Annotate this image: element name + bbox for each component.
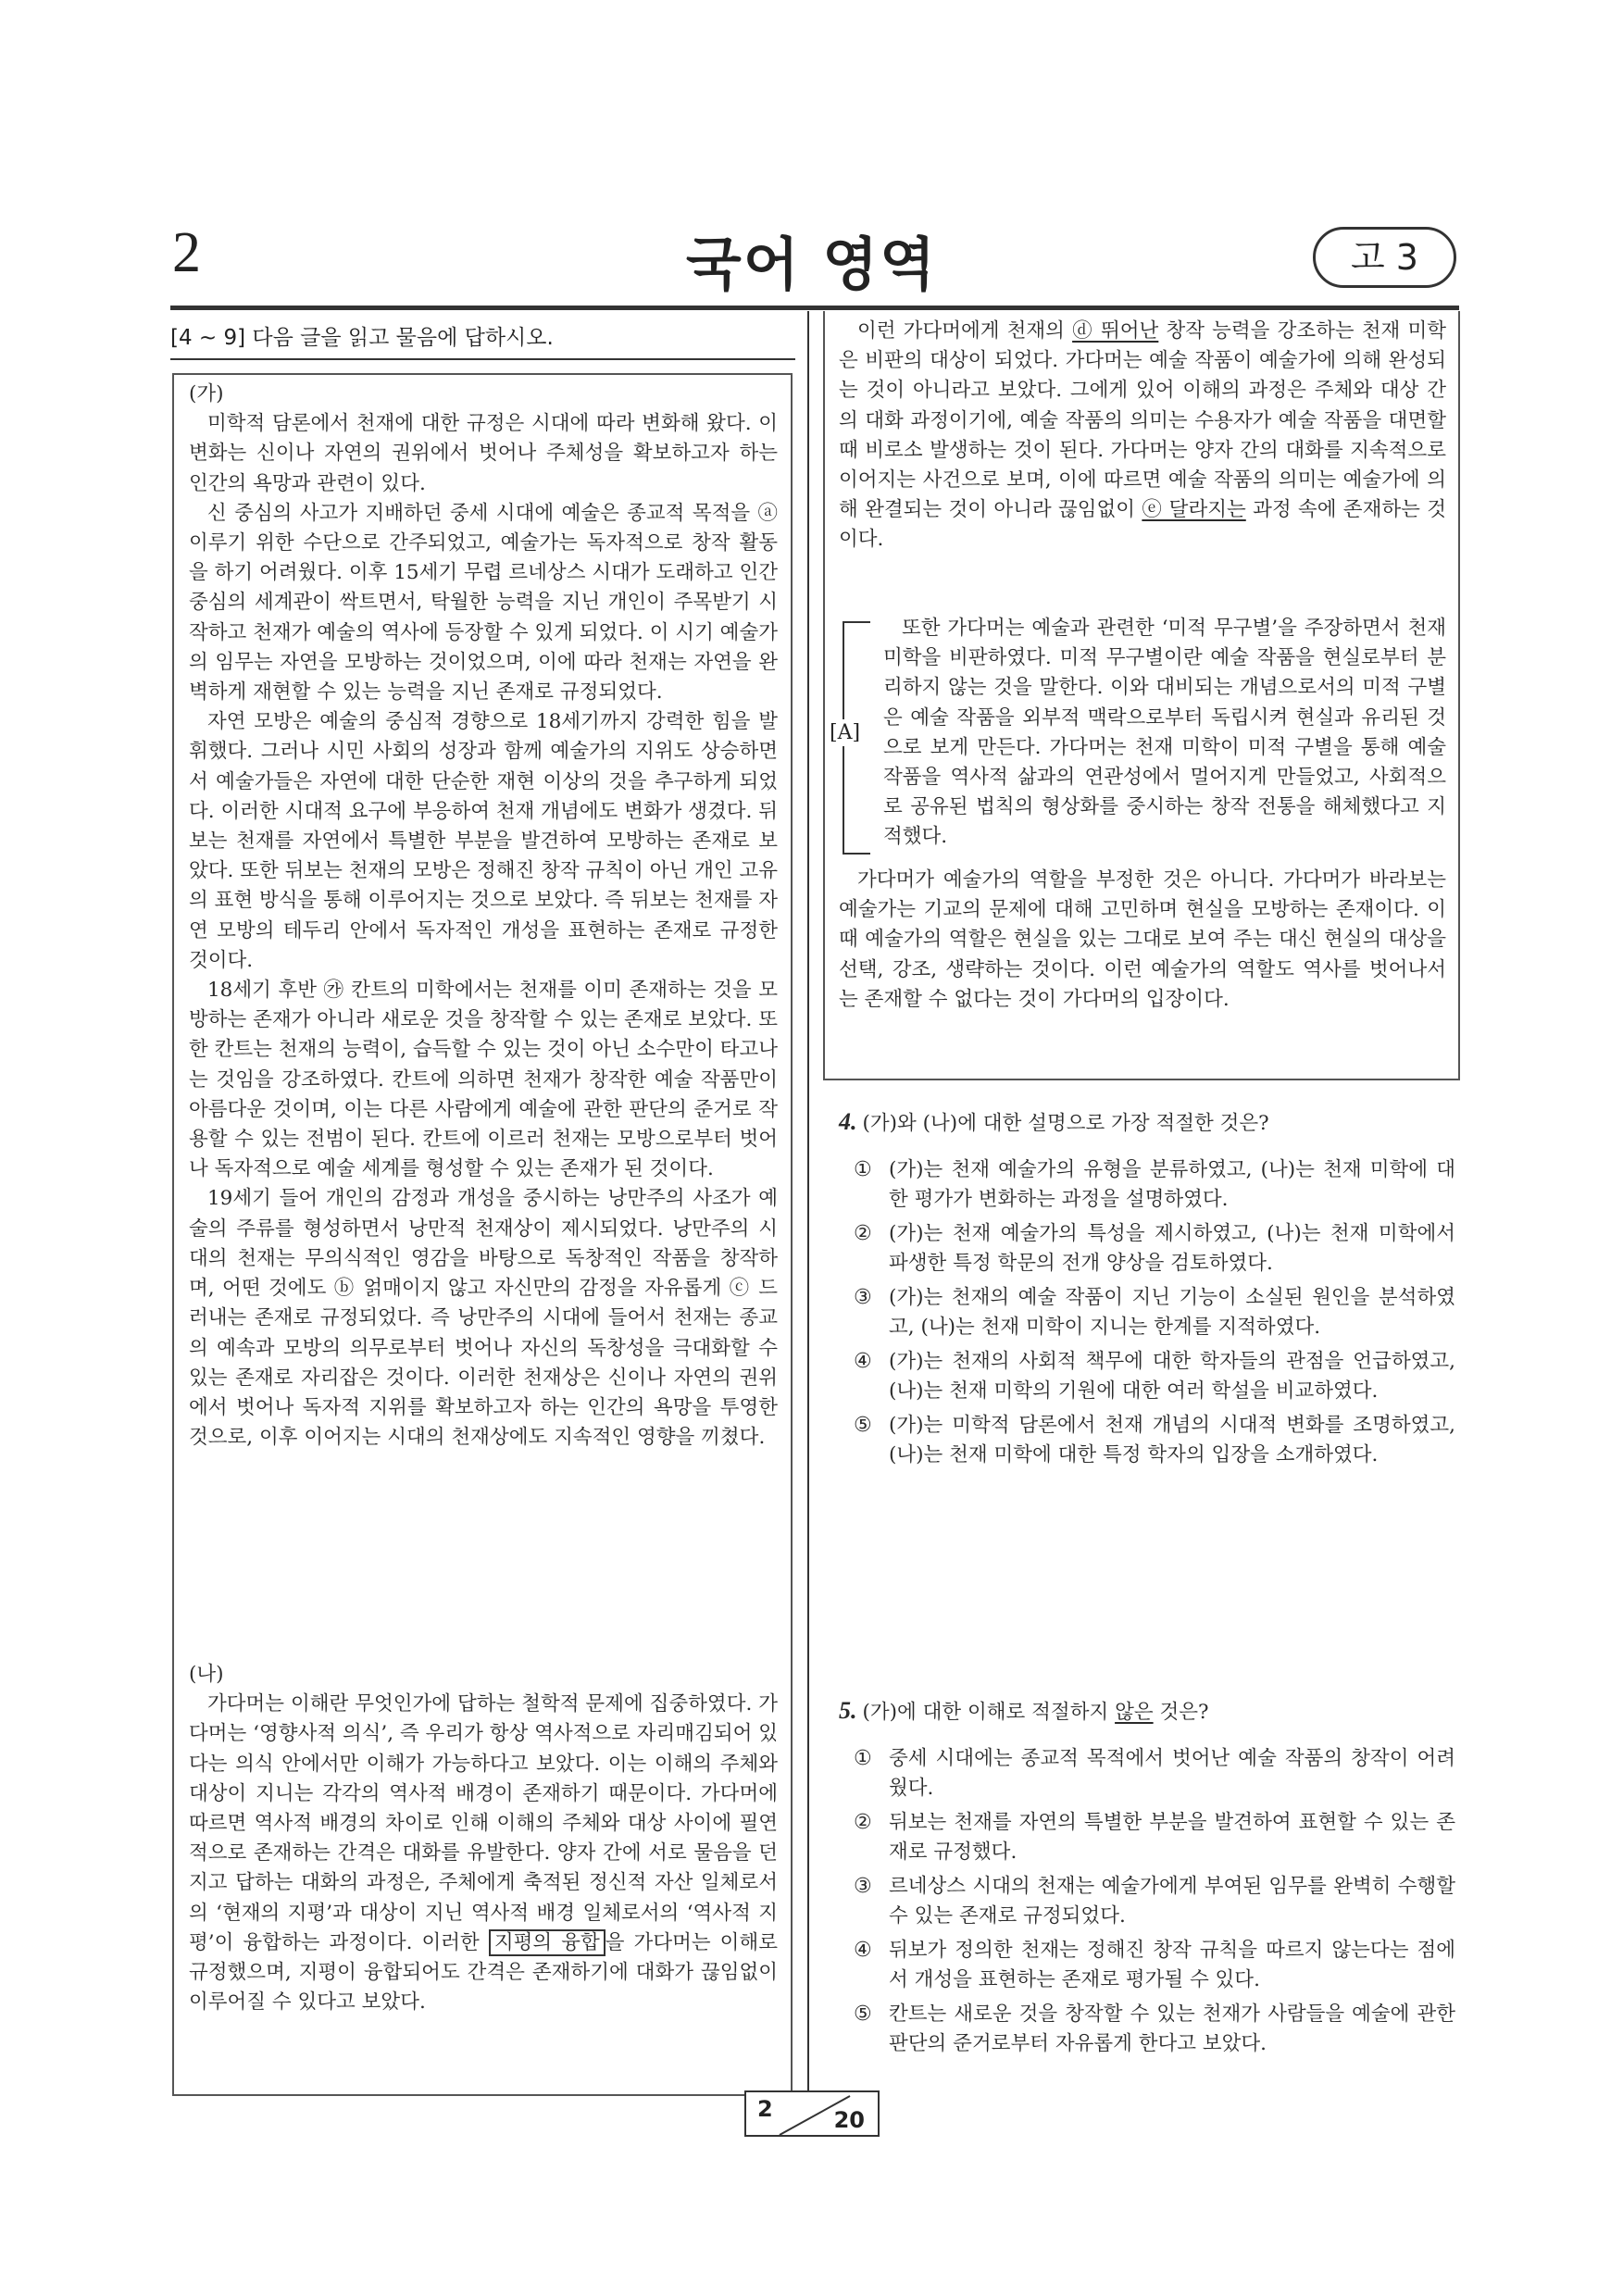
choice-mark: ① — [854, 1747, 872, 1770]
total-pages: 20 — [833, 2107, 865, 2133]
choice-2[interactable] — [854, 1219, 1455, 1279]
passage-na-paragraph — [189, 1690, 778, 2017]
choice-3[interactable] — [854, 1872, 1455, 1931]
passage-ga-paragraph: 자연 모방은 예술의 중심적 경향으로 18세기까지 강력한 힘을 발휘했다. 그러나 시민 사회의 성장과 함께 예술가의 지위도 상승하면서 예술가들은 자연에 대한 단순한 재현 이상의 것을 추구하게 되었다. 이러한 시대적 요구에 부응하여 천재 개념에도 변화가 생겼다. 뒤보는 천재를 자연에서 특별한 부분을 발견하여 모방하는 존재로 보았다. 또한 뒤보는 천재의 모방은 정해진 창작 규칙이 아닌 개인 고유의 표현 방식을 통해 이루어지는 것으로 보았다. 즉 뒤보는 천재를 자연 모방의 테두리 안에서 독자적인 개성을 표현하는 존재로 규정한 것이다. — [189, 710, 778, 972]
current-page: 2 — [757, 2096, 773, 2122]
question-4-stem — [839, 1107, 1455, 1139]
underlined-word-e: ⓔ 달라지는 — [1142, 498, 1246, 522]
choice-1[interactable] — [854, 1744, 1455, 1803]
choice-text: (가)는 천재의 예술 작품이 지닌 기능이 소실된 원인을 분석하였고, (나)는 천재 미학이 지니는 한계를 지적하였다. — [889, 1286, 1455, 1339]
question-text: 것은? — [1153, 1701, 1209, 1724]
question-number: 4. — [839, 1108, 857, 1135]
choice-5[interactable] — [854, 1411, 1455, 1470]
passage-na-start — [189, 1660, 778, 2017]
bracket-A-label: [A] — [830, 721, 861, 744]
horizon-fusion-box: 지평의 융합 — [489, 1929, 606, 1956]
passage-ga — [189, 380, 778, 1453]
grade-badge: 고 3 — [1313, 227, 1456, 288]
page-indicator — [744, 2090, 880, 2137]
choice-text: 르네상스 시대의 천재는 예술가에게 부여된 임무를 완벽히 수행할 수 있는 존재로 규정되었다. — [889, 1875, 1455, 1928]
question-text: (가)와 (나)에 대한 설명으로 가장 적절한 것은? — [862, 1112, 1269, 1135]
instruction: [4 ~ 9] 다음 글을 읽고 물음에 답하시오. — [170, 320, 795, 360]
question-5 — [839, 1696, 1455, 2064]
passage-ga-paragraph: 미학적 담론에서 천재에 대한 규정은 시대에 따라 변화해 왔다. 이 변화는 신이나 자연의 권위에서 벗어나 주체성을 확보하고자 하는 인간의 욕망과 관련이 있다. — [189, 412, 778, 495]
choice-mark: ⑤ — [854, 2003, 872, 2026]
choice-mark: ② — [854, 1222, 872, 1245]
choice-text: 칸트는 새로운 것을 창작할 수 있는 천재가 사람들을 예술에 관한 판단의 준거로부터 자유롭게 한다고 보았다. — [889, 2003, 1455, 2055]
choice-mark: ④ — [854, 1350, 872, 1373]
passage-text: 과정 속에 존재하는 것이다. — [839, 498, 1446, 552]
passage-na-last — [839, 866, 1446, 1015]
header-rule — [170, 306, 1459, 310]
choice-mark: ② — [854, 1811, 872, 1834]
choice-4[interactable] — [854, 1936, 1455, 1995]
choice-text: 중세 시대에는 종교적 목적에서 벗어난 예술 작품의 창작이 어려웠다. — [889, 1747, 1455, 1800]
choice-text: (가)는 미학적 담론에서 천재 개념의 시대적 변화를 조명하였고, (나)는 천재 미학에 대한 특정 학자의 입장을 소개하였다. — [889, 1414, 1455, 1466]
choice-mark: ① — [854, 1158, 872, 1181]
passage-na-continued — [839, 317, 1446, 555]
passage-na-bracketed — [883, 614, 1446, 853]
question-underlined: 않은 — [1115, 1701, 1154, 1724]
passage-ga-label: (가) — [189, 382, 224, 406]
choice-mark: ③ — [854, 1875, 872, 1898]
choice-text: (가)는 천재 예술가의 유형을 분류하였고, (나)는 천재 미학에 대한 평가가 변화하는 과정을 설명하였다. — [889, 1158, 1455, 1211]
choice-1[interactable] — [854, 1155, 1455, 1215]
choice-mark: ④ — [854, 1939, 872, 1962]
question-text: (가)에 대한 이해로 적절하지 — [862, 1701, 1116, 1724]
choice-4[interactable] — [854, 1347, 1455, 1406]
passage-na-label: (나) — [189, 1663, 224, 1686]
passage-text: 창작 능력을 강조하는 천재 미학은 비판의 대상이 되었다. 가다머는 예술 작품이 예술가에 의해 완성되는 것이 아니라고 보았다. 그에게 있어 이해의 과정은 주체와 대상 간의 대화 과정이기에, 예술 작품의 의미는 수용자가 예술 작품을 대면할 때 비로소 발생하는 것이 된다. 가다머는 양자 간의 대화를 지속적으로 이어지는 사건으로 보며, 이에 따르면 예술 작품의 의미는 예술가에 의해 완결되는 것이 아니라 끊임없이 — [839, 319, 1446, 522]
choice-3[interactable] — [854, 1283, 1455, 1342]
column-divider — [807, 311, 809, 2115]
choice-text: 뒤보가 정의한 천재는 정해진 창작 규칙을 따르지 않는다는 점에서 개성을 표현하는 존재로 평가될 수 있다. — [889, 1939, 1455, 1991]
passage-ga-paragraph: 신 중심의 사고가 지배하던 중세 시대에 예술은 종교적 목적을 ⓐ 이루기 위한 수단으로 간주되었고, 예술가는 독자적으로 창작 활동을 하기 어려웠다. 이후 15세기 무렵 르네상스 시대가 도래하고 인간 중심의 세계관이 싹트면서, 탁월한 능력을 지닌 개인이 주목받기 시작하고 천재가 예술의 역사에 등장할 수 있게 되었다. 이 시기 예술가의 임무는 자연을 모방하는 것이었으며, 이에 따라 천재는 자연을 완벽하게 재현할 수 있는 능력을 지닌 존재로 규정되었다. — [189, 501, 778, 705]
passage-ga-paragraph: 18세기 후반 ㉮ 칸트의 미학에서는 천재를 이미 존재하는 것을 모방하는 존재가 아니라 새로운 것을 창작할 수 있는 존재로 보았다. 또한 칸트는 천재의 능력이, 습득할 수 있는 것이 아닌 소수만이 타고나는 것임을 강조하였다. 칸트에 의하면 천재가 창작한 예술 작품만이 아름다운 것이며, 이는 다른 사람에게 예술에 관한 판단의 준거로 작용할 수 있는 전범이 된다. 칸트에 이르러 천재는 모방으로부터 벗어나 독자적으로 예술 세계를 형성할 수 있는 존재가 된 것이다. — [189, 979, 778, 1181]
question-4 — [839, 1107, 1455, 1475]
choice-2[interactable] — [854, 1808, 1455, 1867]
choice-text: (가)는 천재의 사회적 책무에 대한 학자들의 관점을 언급하였고, (나)는 천재 미학의 기원에 대한 여러 학설을 비교하였다. — [889, 1350, 1455, 1403]
page-number: 2 — [172, 221, 201, 284]
choice-text: 뒤보는 천재를 자연의 특별한 부분을 발견하여 표현할 수 있는 존재로 규정했다. — [889, 1811, 1455, 1864]
underlined-word-d: ⓓ 뛰어난 — [1072, 319, 1159, 343]
passage-text: 가다머는 이해란 무엇인가에 답하는 철학적 문제에 집중하였다. 가다머는 ‘영향사적 의식’, 즉 우리가 항상 역사적으로 자리매김되어 있다는 의식 안에서만 이해가 가능하다고 보았다. 이는 이해의 주체와 대상이 지니는 각각의 역사적 배경이 존재하기 때문이다. 가다머에 따르면 역사적 배경의 차이로 인해 이해의 주체와 대상 사이에 필연적으로 존재하는 간격은 대화를 유발한다. 양자 간에 서로 물음을 던지고 답하는 대화의 과정은, 주체에게 축적된 정신적 자산 일체로서의 ‘현재의 지평’과 대상이 지닌 역사적 배경 일체로서의 ‘역사적 지평’이 융합하는 과정이다. 이러한 — [189, 1692, 778, 1954]
passage-text: 을 가다머는 이해로 규정했으며, 지평이 융합되어도 간격은 존재하기에 대화가 끊임없이 이루어질 수 있다고 보았다. — [189, 1930, 778, 2015]
subject-title: 국어 영역 — [685, 231, 938, 298]
question-number: 5. — [839, 1697, 857, 1724]
passage-na-paragraph: 가다머가 예술가의 역할을 부정한 것은 아니다. 가다머가 바라보는 예술가는 기교의 문제에 대해 고민하며 현실을 모방하는 존재이다. 이때 예술가의 역할은 현실을 있는 그대로 보여 주는 대신 현실의 대상을 선택, 강조, 생략하는 것이다. 이런 예술가의 역할도 역사를 벗어나서는 존재할 수 없다는 것이 가다머의 입장이다. — [839, 868, 1446, 1011]
choice-mark: ③ — [854, 1286, 872, 1309]
choice-5[interactable] — [854, 2000, 1455, 2059]
choice-mark: ⑤ — [854, 1414, 872, 1437]
passage-text: 이런 가다머에게 천재의 — [857, 319, 1073, 343]
passage-na-paragraph: 또한 가다머는 예술과 관련한 ‘미적 무구별’을 주장하면서 천재 미학을 비판하였다. 미적 무구별이란 예술 작품을 현실로부터 분리하지 않는 것을 말한다. 이와 대비되는 개념으로서의 미적 구별은 예술 작품을 외부적 맥락으로부터 독립시켜 현실과 유리된 것으로 보게 만든다. 가다머는 천재 미학이 미적 구별을 통해 예술 작품을 역사적 삶과의 연관성에서 멀어지게 만들었고, 사회적으로 공유된 법칙의 형상화를 중시하는 창작 전통을 해체했다고 지적했다. — [883, 617, 1446, 849]
passage-na-paragraph — [839, 317, 1446, 555]
question-5-stem — [839, 1696, 1455, 1728]
choice-text: (가)는 천재 예술가의 특성을 제시하였고, (나)는 천재 미학에서 파생한 특정 학문의 전개 양상을 검토하였다. — [889, 1222, 1455, 1275]
passage-ga-paragraph: 19세기 들어 개인의 감정과 개성을 중시하는 낭만주의 사조가 예술의 주류를 형성하면서 낭만적 천재상이 제시되었다. 낭만주의 시대의 천재는 무의식적인 영감을 바탕으로 독창적인 작품을 창작하며, 어떤 것에도 ⓑ 얽매이지 않고 자신만의 감정을 자유롭게 ⓒ 드러내는 존재로 규정되었다. 즉 낭만주의 시대에 들어서 천재는 종교의 예속과 모방의 의무로부터 벗어나 자신의 독창성을 극대화할 수 있는 존재로 자리잡은 것이다. 이러한 천재상은 신이나 자연의 권위에서 벗어나 독자적 지위를 확보하고자 하는 인간의 욕망을 투영한 것으로, 이후 이어지는 시대의 천재상에도 지속적인 영향을 끼쳤다. — [189, 1187, 778, 1450]
